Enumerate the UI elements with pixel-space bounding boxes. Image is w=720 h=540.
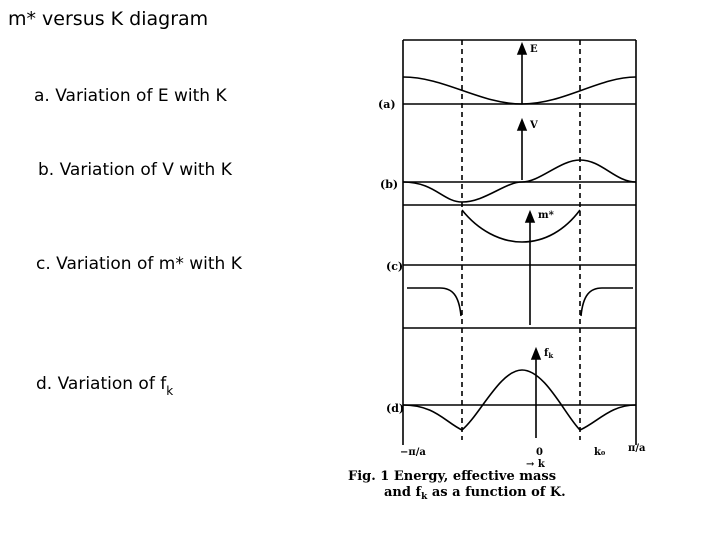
tick-label-pos-pi: π/a <box>628 443 646 454</box>
item-fk-label: d. Variation of f <box>36 374 167 394</box>
panel-label-b: (b) <box>380 178 399 191</box>
panel-label-c: (c) <box>386 260 404 273</box>
item-effective-mass-variation: c. Variation of m* with K <box>36 254 242 274</box>
axis-label-effective-mass: m* <box>538 210 554 221</box>
figure-caption-line1: Fig. 1 Energy, effective mass <box>348 469 557 484</box>
tick-label-k0: k₀ <box>594 447 606 458</box>
effective-mass-arrowhead <box>526 212 534 222</box>
slide-title: m* versus K diagram <box>8 8 209 30</box>
curve-velocity <box>403 160 636 202</box>
caption-subscript: k <box>421 492 428 502</box>
curve-effective-mass-right <box>581 288 633 316</box>
item-energy-variation: a. Variation of E with K <box>34 86 227 106</box>
tick-label-zero: 0 <box>536 447 543 458</box>
panel-label-d: (d) <box>386 402 405 415</box>
curve-fk <box>403 370 636 430</box>
tick-label-neg-pi: −π/a <box>400 447 426 458</box>
curve-effective-mass-left <box>407 288 461 316</box>
k-axis-label: → k <box>526 459 545 470</box>
curve-effective-mass-center <box>462 210 580 242</box>
velocity-arrowhead <box>518 120 526 130</box>
axis-label-energy: E <box>530 44 538 55</box>
caption-tail: as a function of K. <box>427 485 566 500</box>
axis-label-fk-main: f <box>544 348 549 359</box>
curve-energy <box>403 77 636 104</box>
band-figure <box>340 20 670 510</box>
item-velocity-variation: b. Variation of V with K <box>38 160 232 180</box>
axis-label-velocity: V <box>530 120 538 131</box>
caption-and-f: and f <box>384 485 422 500</box>
item-fk-subscript: k <box>166 384 174 398</box>
axis-label-fk-sub: k <box>548 351 554 360</box>
panel-label-a: (a) <box>378 98 396 111</box>
item-fk-variation <box>36 374 174 398</box>
figure-caption-line2 <box>384 485 566 502</box>
energy-arrowhead <box>518 44 526 54</box>
fk-arrowhead <box>532 349 540 359</box>
axis-label-fk <box>544 348 553 360</box>
